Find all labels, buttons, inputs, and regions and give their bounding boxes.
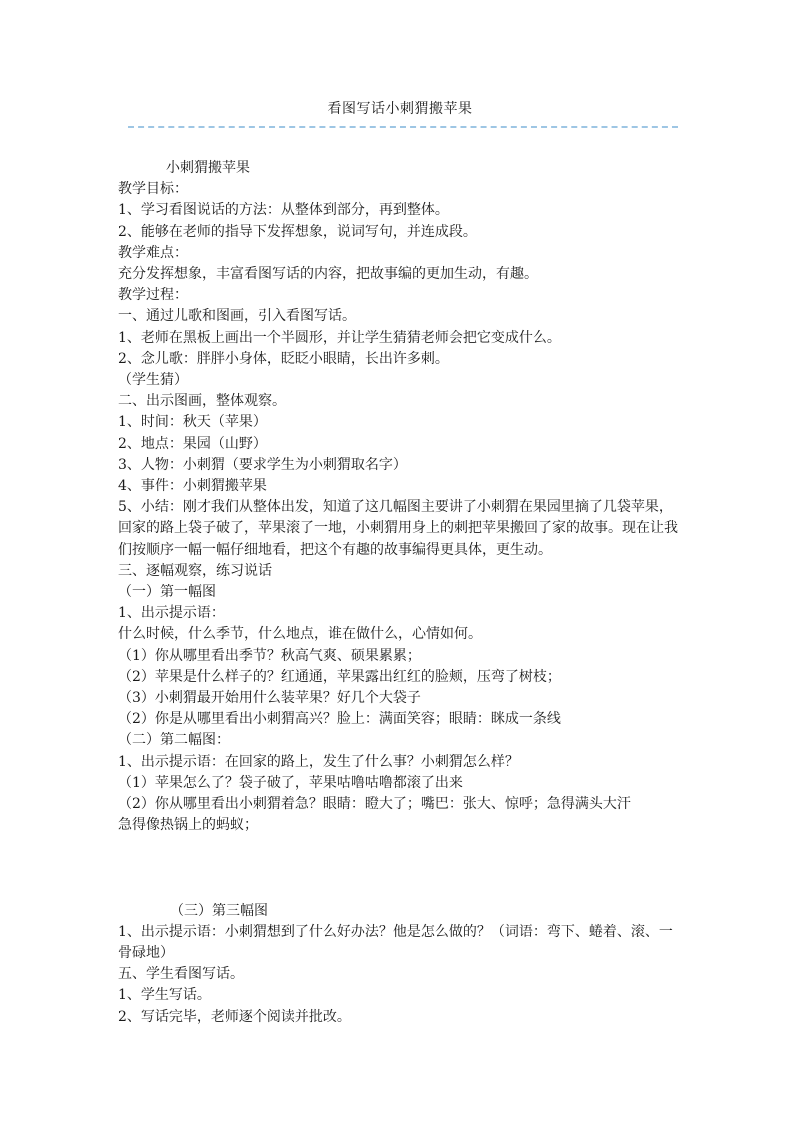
text-line: 急得像热锅上的蚂蚁； bbox=[118, 817, 258, 834]
text-line: 1、老师在黑板上画出一个半圆形，并让学生猜猜老师会把它变成什么。 bbox=[118, 329, 561, 346]
text-line: 什么时候，什么季节，什么地点，谁在做什么，心情如何。 bbox=[118, 626, 482, 643]
third-picture-title: （三）第三幅图 bbox=[170, 902, 268, 919]
text-line: 1、时间：秋天（苹果） bbox=[118, 414, 267, 431]
text-line: （2）你是从哪里看出小刺猬高兴？脸上：满面笑容；眼睛：眯成一条线 bbox=[118, 711, 561, 728]
text-line: （2）你从哪里看出小刺猬着急？眼睛：瞪大了；嘴巴：张大、惊呼；急得满头大汗 bbox=[118, 796, 631, 813]
text-line: （一）第一幅图 bbox=[118, 584, 216, 601]
text-line: 二、出示图画，整体观察。 bbox=[118, 393, 286, 410]
text-line: 3、人物：小刺猬（要求学生为小刺猬取名字） bbox=[118, 456, 407, 473]
text-line: 一、通过儿歌和图画，引入看图写话。 bbox=[118, 308, 356, 325]
text-line: （2）苹果是什么样子的？红通通，苹果露出红红的脸颊，压弯了树枝； bbox=[118, 668, 561, 685]
text-line: 教学难点： bbox=[118, 244, 188, 261]
text-line: 充分发挥想象，丰富看图写话的内容，把故事编的更加生动，有趣。 bbox=[118, 266, 538, 283]
blank-space bbox=[118, 837, 684, 901]
text-line: 2、地点：果园（山野） bbox=[118, 435, 267, 452]
text-line: （1）苹果怎么了？袋子破了，苹果咕噜咕噜都滚了出来 bbox=[118, 774, 463, 791]
text-line: 五、学生看图写话。 bbox=[118, 966, 244, 983]
text-line: （学生猜） bbox=[118, 372, 188, 389]
text-line: 2、能够在老师的指导下发挥想象，说词写句，并连成段。 bbox=[118, 223, 477, 240]
text-line: （1）你从哪里看出季节？秋高气爽、硕果累累； bbox=[118, 647, 421, 664]
text-line: 1、学生写话。 bbox=[118, 987, 211, 1004]
text-line: 1、出示提示语： bbox=[118, 605, 225, 622]
text-line: 教学目标： bbox=[118, 181, 188, 198]
third-prompt-paragraph: 1、出示提示语：小刺猬想到了什么好办法？他是怎么做的？（词语：弯下、蜷着、滚、一骨碌地） bbox=[118, 923, 673, 961]
summary-paragraph: 5、小结：刚才我们从整体出发，知道了这几幅图主要讲了小刺猬在果园里摘了几袋苹果，回家的路上袋子破了，苹果滚了一地，小刺猬用身上的刺把苹果搬回了家的故事。现在让我们按顺序一幅一幅仔细地看，把这个有趣的故事编得更具体，更生动。 bbox=[118, 499, 678, 558]
text-line: 4、事件：小刺猬搬苹果 bbox=[118, 478, 267, 495]
section-title: 小刺猬搬苹果 bbox=[166, 160, 250, 176]
page-header-title: 看图写话小刺猬搬苹果 bbox=[327, 101, 473, 117]
text-line: 三、逐幅观察，练习说话 bbox=[118, 562, 272, 579]
text-line: 教学过程： bbox=[118, 287, 188, 304]
text-line: 2、写话完毕，老师逐个阅读并批改。 bbox=[118, 1008, 351, 1025]
header-divider bbox=[128, 126, 678, 128]
text-line: （二）第二幅图： bbox=[118, 732, 230, 749]
text-line: （3）小刺猬最开始用什么装苹果？好几个大袋子 bbox=[118, 690, 421, 707]
document-body bbox=[118, 158, 684, 1028]
text-line: 1、学习看图说话的方法：从整体到部分，再到整体。 bbox=[118, 202, 449, 219]
text-line: 1、出示提示语：在回家的路上，发生了什么事？小刺猬怎么样？ bbox=[118, 753, 519, 770]
text-line: 2、念儿歌：胖胖小身体，眨眨小眼睛，长出许多刺。 bbox=[118, 350, 449, 367]
